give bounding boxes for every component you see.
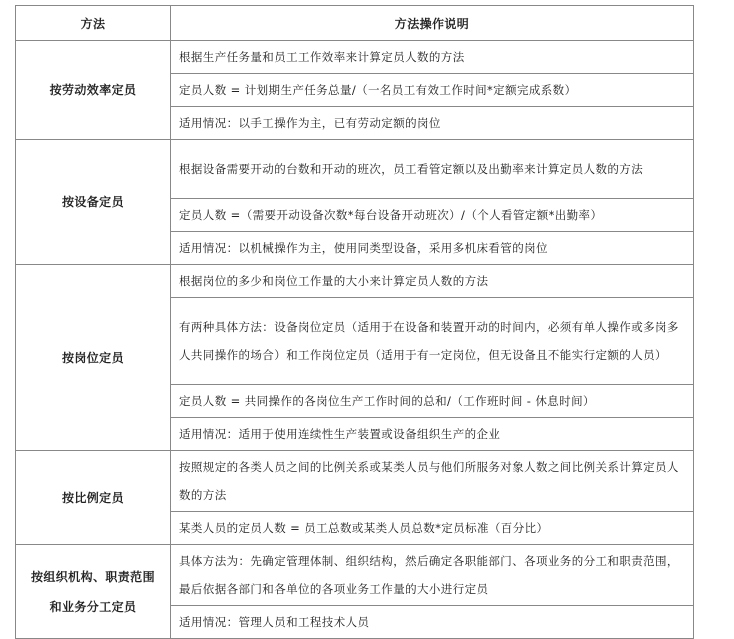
method-description: 具体方法为：先确定管理体制、组织结构，然后确定各职能部门、各项业务的分工和职责范围，最后依据各部门和各单位的各项业务工作量的大小进行定员 xyxy=(171,545,694,606)
method-equipment: 按设备定员 xyxy=(16,140,171,265)
method-applicability: 适用情况：适用于使用连续性生产装置或设备组织生产的企业 xyxy=(171,418,694,451)
header-description: 方法操作说明 xyxy=(171,6,694,41)
table-row xyxy=(16,140,694,199)
methods-table-container xyxy=(15,5,694,639)
method-detail: 有两种具体方法：设备岗位定员（适用于在设备和装置开动的时间内，必须有单人操作或多岗多人共同操作的场合）和工作岗位定员（适用于有一定岗位，但无设备且不能实行定额的人员） xyxy=(171,298,694,385)
method-description: 根据岗位的多少和岗位工作量的大小来计算定员人数的方法 xyxy=(171,265,694,298)
method-position: 按岗位定员 xyxy=(16,265,171,451)
table-row xyxy=(16,545,694,606)
method-formula: 定员人数 = 计划期生产任务总量/（一名员工有效工作时间*定额完成系数） xyxy=(171,74,694,107)
method-ratio: 按比例定员 xyxy=(16,451,171,545)
method-labor-efficiency: 按劳动效率定员 xyxy=(16,41,171,140)
method-applicability: 适用情况：以机械操作为主，使用同类型设备，采用多机床看管的岗位 xyxy=(171,232,694,265)
table-row xyxy=(16,41,694,74)
method-formula: 定员人数 =（需要开动设备次数*每台设备开动班次）/（个人看管定额*出勤率） xyxy=(171,199,694,232)
table-row xyxy=(16,451,694,512)
method-description: 根据生产任务量和员工工作效率来计算定员人数的方法 xyxy=(171,41,694,74)
table-row xyxy=(16,265,694,298)
table-header-row xyxy=(16,6,694,41)
method-organization: 按组织机构、职责范围和业务分工定员 xyxy=(16,545,171,639)
method-applicability: 适用情况：管理人员和工程技术人员 xyxy=(171,606,694,639)
method-formula: 某类人员的定员人数 = 员工总数或某类人员总数*定员标准（百分比） xyxy=(171,512,694,545)
staffing-methods-table xyxy=(15,5,694,639)
header-method: 方法 xyxy=(16,6,171,41)
method-description: 根据设备需要开动的台数和开动的班次，员工看管定额以及出勤率来计算定员人数的方法 xyxy=(171,140,694,199)
method-formula: 定员人数 = 共同操作的各岗位生产工作时间的总和/（工作班时间 - 休息时间） xyxy=(171,385,694,418)
method-applicability: 适用情况：以手工操作为主，已有劳动定额的岗位 xyxy=(171,107,694,140)
method-description: 按照规定的各类人员之间的比例关系或某类人员与他们所服务对象人数之间比例关系计算定员人数的方法 xyxy=(171,451,694,512)
